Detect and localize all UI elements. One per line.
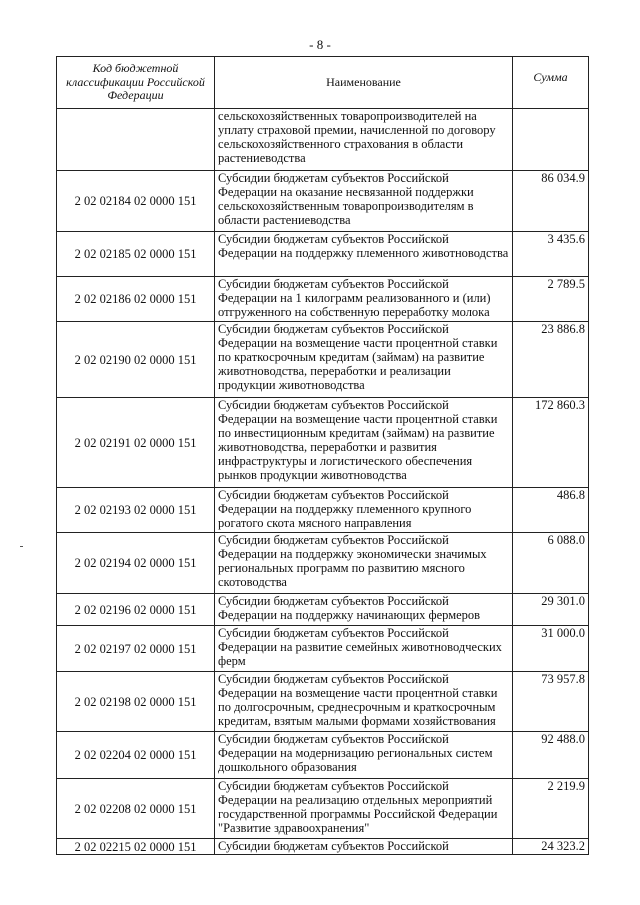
table-row xyxy=(57,533,589,594)
table-row xyxy=(57,488,589,533)
table-row xyxy=(57,626,589,672)
row-code: 2 02 02215 02 0000 151 xyxy=(57,839,215,855)
row-name: Субсидии бюджетам субъектов Российской Федерации на возмещение части процентной ставки по краткосрочным кредитам (займам) на развитие животноводства, переработки и реализации продукции животноводства xyxy=(215,322,513,398)
table-header-row xyxy=(57,57,589,109)
row-name: Субсидии бюджетам субъектов Российской Федерации на поддержку начинающих фермеров xyxy=(215,594,513,626)
row-amount: 31 000.0 xyxy=(513,626,589,672)
table-row xyxy=(57,322,589,398)
row-code: 2 02 02208 02 0000 151 xyxy=(57,779,215,839)
row-amount: 486.8 xyxy=(513,488,589,533)
table-row xyxy=(57,594,589,626)
row-code: 2 02 02194 02 0000 151 xyxy=(57,533,215,594)
row-name: Субсидии бюджетам субъектов Российской Федерации на 1 килограмм реализованного и (или) отгруженного на собственную переработку молока xyxy=(215,277,513,322)
row-code: 2 02 02190 02 0000 151 xyxy=(57,322,215,398)
table-row xyxy=(57,277,589,322)
row-amount: 73 957.8 xyxy=(513,672,589,732)
amount-column-header: Сумма xyxy=(513,57,589,109)
row-name: Субсидии бюджетам субъектов Российской Федерации на возмещение части процентной ставки по долгосрочным, среднесрочным и краткосрочным кредитам, взятым малыми формами хозяйствования xyxy=(215,672,513,732)
row-name: Субсидии бюджетам субъектов Российской Федерации на развитие семейных животноводческих ферм xyxy=(215,626,513,672)
code-column-header: Код бюджетной классификации Российской Федерации xyxy=(57,57,215,109)
row-amount: 2 789.5 xyxy=(513,277,589,322)
row-amount: 6 088.0 xyxy=(513,533,589,594)
row-amount: 23 886.8 xyxy=(513,322,589,398)
table-row xyxy=(57,171,589,232)
table-row xyxy=(57,779,589,839)
row-code: 2 02 02184 02 0000 151 xyxy=(57,171,215,232)
row-amount: 29 301.0 xyxy=(513,594,589,626)
row-code: 2 02 02198 02 0000 151 xyxy=(57,672,215,732)
row-name: Субсидии бюджетам субъектов Российской xyxy=(215,839,513,855)
table-row xyxy=(57,672,589,732)
row-amount: 86 034.9 xyxy=(513,171,589,232)
row-name: Субсидии бюджетам субъектов Российской Федерации на возмещение части процентной ставки по инвестиционным кредитам (займам) на развитие животноводства, переработки и развития инфраструктуры и логистического обеспечения рынков продукции животноводства xyxy=(215,398,513,488)
row-name: Субсидии бюджетам субъектов Российской Федерации на модернизацию региональных систем дошкольного образования xyxy=(215,732,513,779)
row-amount: 172 860.3 xyxy=(513,398,589,488)
row-name: Субсидии бюджетам субъектов Российской Федерации на оказание несвязанной поддержки сельскохозяйственным товаропроизводителям в области растениеводства xyxy=(215,171,513,232)
row-code: 2 02 02197 02 0000 151 xyxy=(57,626,215,672)
row-name: Субсидии бюджетам субъектов Российской Федерации на поддержку племенного животноводства xyxy=(215,232,513,277)
table-row xyxy=(57,232,589,277)
row-code: 2 02 02193 02 0000 151 xyxy=(57,488,215,533)
row-name: сельскохозяйственных товаропроизводителей на уплату страховой премии, начисленной по договору сельскохозяйственного страхования в области растениеводства xyxy=(215,109,513,171)
row-name: Субсидии бюджетам субъектов Российской Федерации на реализацию отдельных мероприятий государственной программы Российской Федерации "Развитие здравоохранения" xyxy=(215,779,513,839)
row-amount xyxy=(513,109,589,171)
row-amount: 92 488.0 xyxy=(513,732,589,779)
table-row xyxy=(57,109,589,171)
row-code: 2 02 02204 02 0000 151 xyxy=(57,732,215,779)
row-name: Субсидии бюджетам субъектов Российской Федерации на поддержку экономически значимых региональных программ по развитию мясного скотоводства xyxy=(215,533,513,594)
row-code: 2 02 02185 02 0000 151 xyxy=(57,232,215,277)
row-amount: 3 435.6 xyxy=(513,232,589,277)
table-row xyxy=(57,398,589,488)
row-code: 2 02 02191 02 0000 151 xyxy=(57,398,215,488)
row-code: 2 02 02186 02 0000 151 xyxy=(57,277,215,322)
row-code xyxy=(57,109,215,171)
row-amount: 24 323.2 xyxy=(513,839,589,855)
table-row xyxy=(57,732,589,779)
name-column-header: Наименование xyxy=(215,57,513,109)
row-code: 2 02 02196 02 0000 151 xyxy=(57,594,215,626)
budget-table xyxy=(56,56,589,855)
page-number: - 8 - xyxy=(309,37,331,52)
row-amount: 2 219.9 xyxy=(513,779,589,839)
row-name: Субсидии бюджетам субъектов Российской Федерации на поддержку племенного крупного рогатого скота мясного направления xyxy=(215,488,513,533)
table-row xyxy=(57,839,589,855)
scan-mark xyxy=(20,546,23,547)
